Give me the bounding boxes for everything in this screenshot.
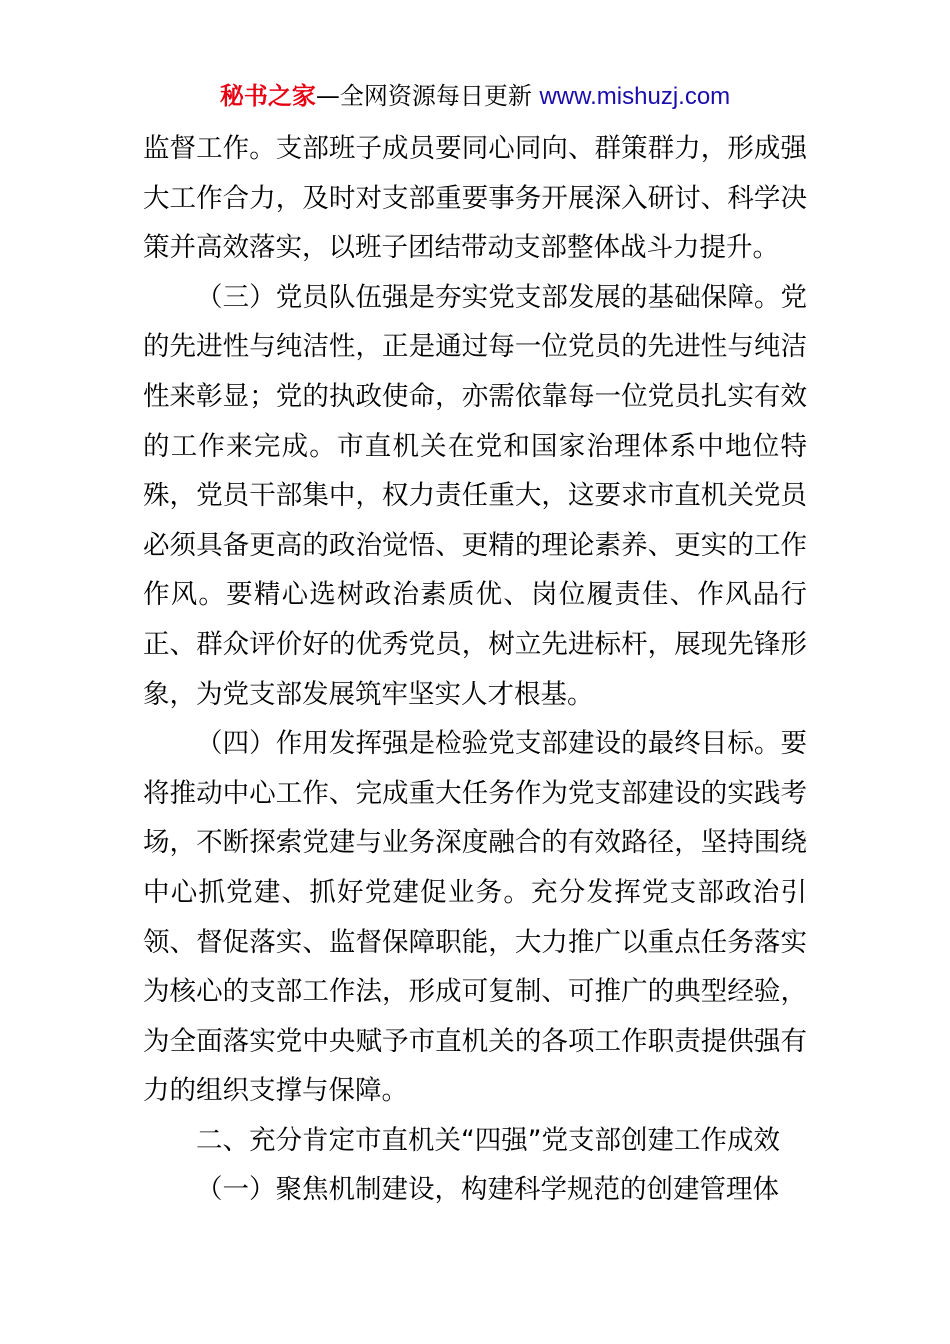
section-heading-two: 二、充分肯定市直机关“四强”党支部创建工作成效 [196,1124,780,1156]
brand-name: 秘书之家 [219,82,316,110]
paragraph-subsection-one: （一）聚焦机制建设，构建科学规范的创建管理体 [196,1174,779,1206]
paragraph-continuation: 监督工作。支部班子成员要同心同向、群策群力，形成强大工作合力，及时对支部重要事务开展深入研讨、科学决策并高效落实，以班子团结带动支部整体战斗力提升。 [143,133,807,264]
header-tagline: —全网资源每日更新 [315,82,540,110]
page-header [0,80,950,113]
paragraph-section-four: （四）作用发挥强是检验党支部建设的最终目标。要将推动中心工作、完成重大任务作为党支部建设的实践考场，不断探索党建与业务深度融合的有效路径，坚持围绕中心抓党建、抓好党建促业务。充分发挥党支部政治引领、督促落实、监督保障职能，大力推广以重点任务落实为核心的支部工作法，形成可复制、可推广的典型经验，为全面落实党中央赋予市直机关的各项工作职责提供强有力的组织支撑与保障。 [143,728,807,1107]
site-url-link[interactable]: www.mishuzj.com [539,83,731,110]
paragraph-section-three: （三）党员队伍强是夯实党支部发展的基础保障。党的先进性与纯洁性，正是通过每一位党员的先进性与纯洁性来彰显；党的执政使命，亦需依靠每一位党员扎实有效的工作来完成。市直机关在党和国家治理体系中地位特殊，党员干部集中，权力责任重大，这要求市直机关党员必须具备更高的政治觉悟、更精的理论素养、更实的工作作风。要精心选树政治素质优、岗位履责佳、作风品行正、群众评价好的优秀党员，树立先进标杆，展现先锋形象，为党支部发展筑牢坚实人才根基。 [143,281,807,710]
document-body [143,124,807,1215]
